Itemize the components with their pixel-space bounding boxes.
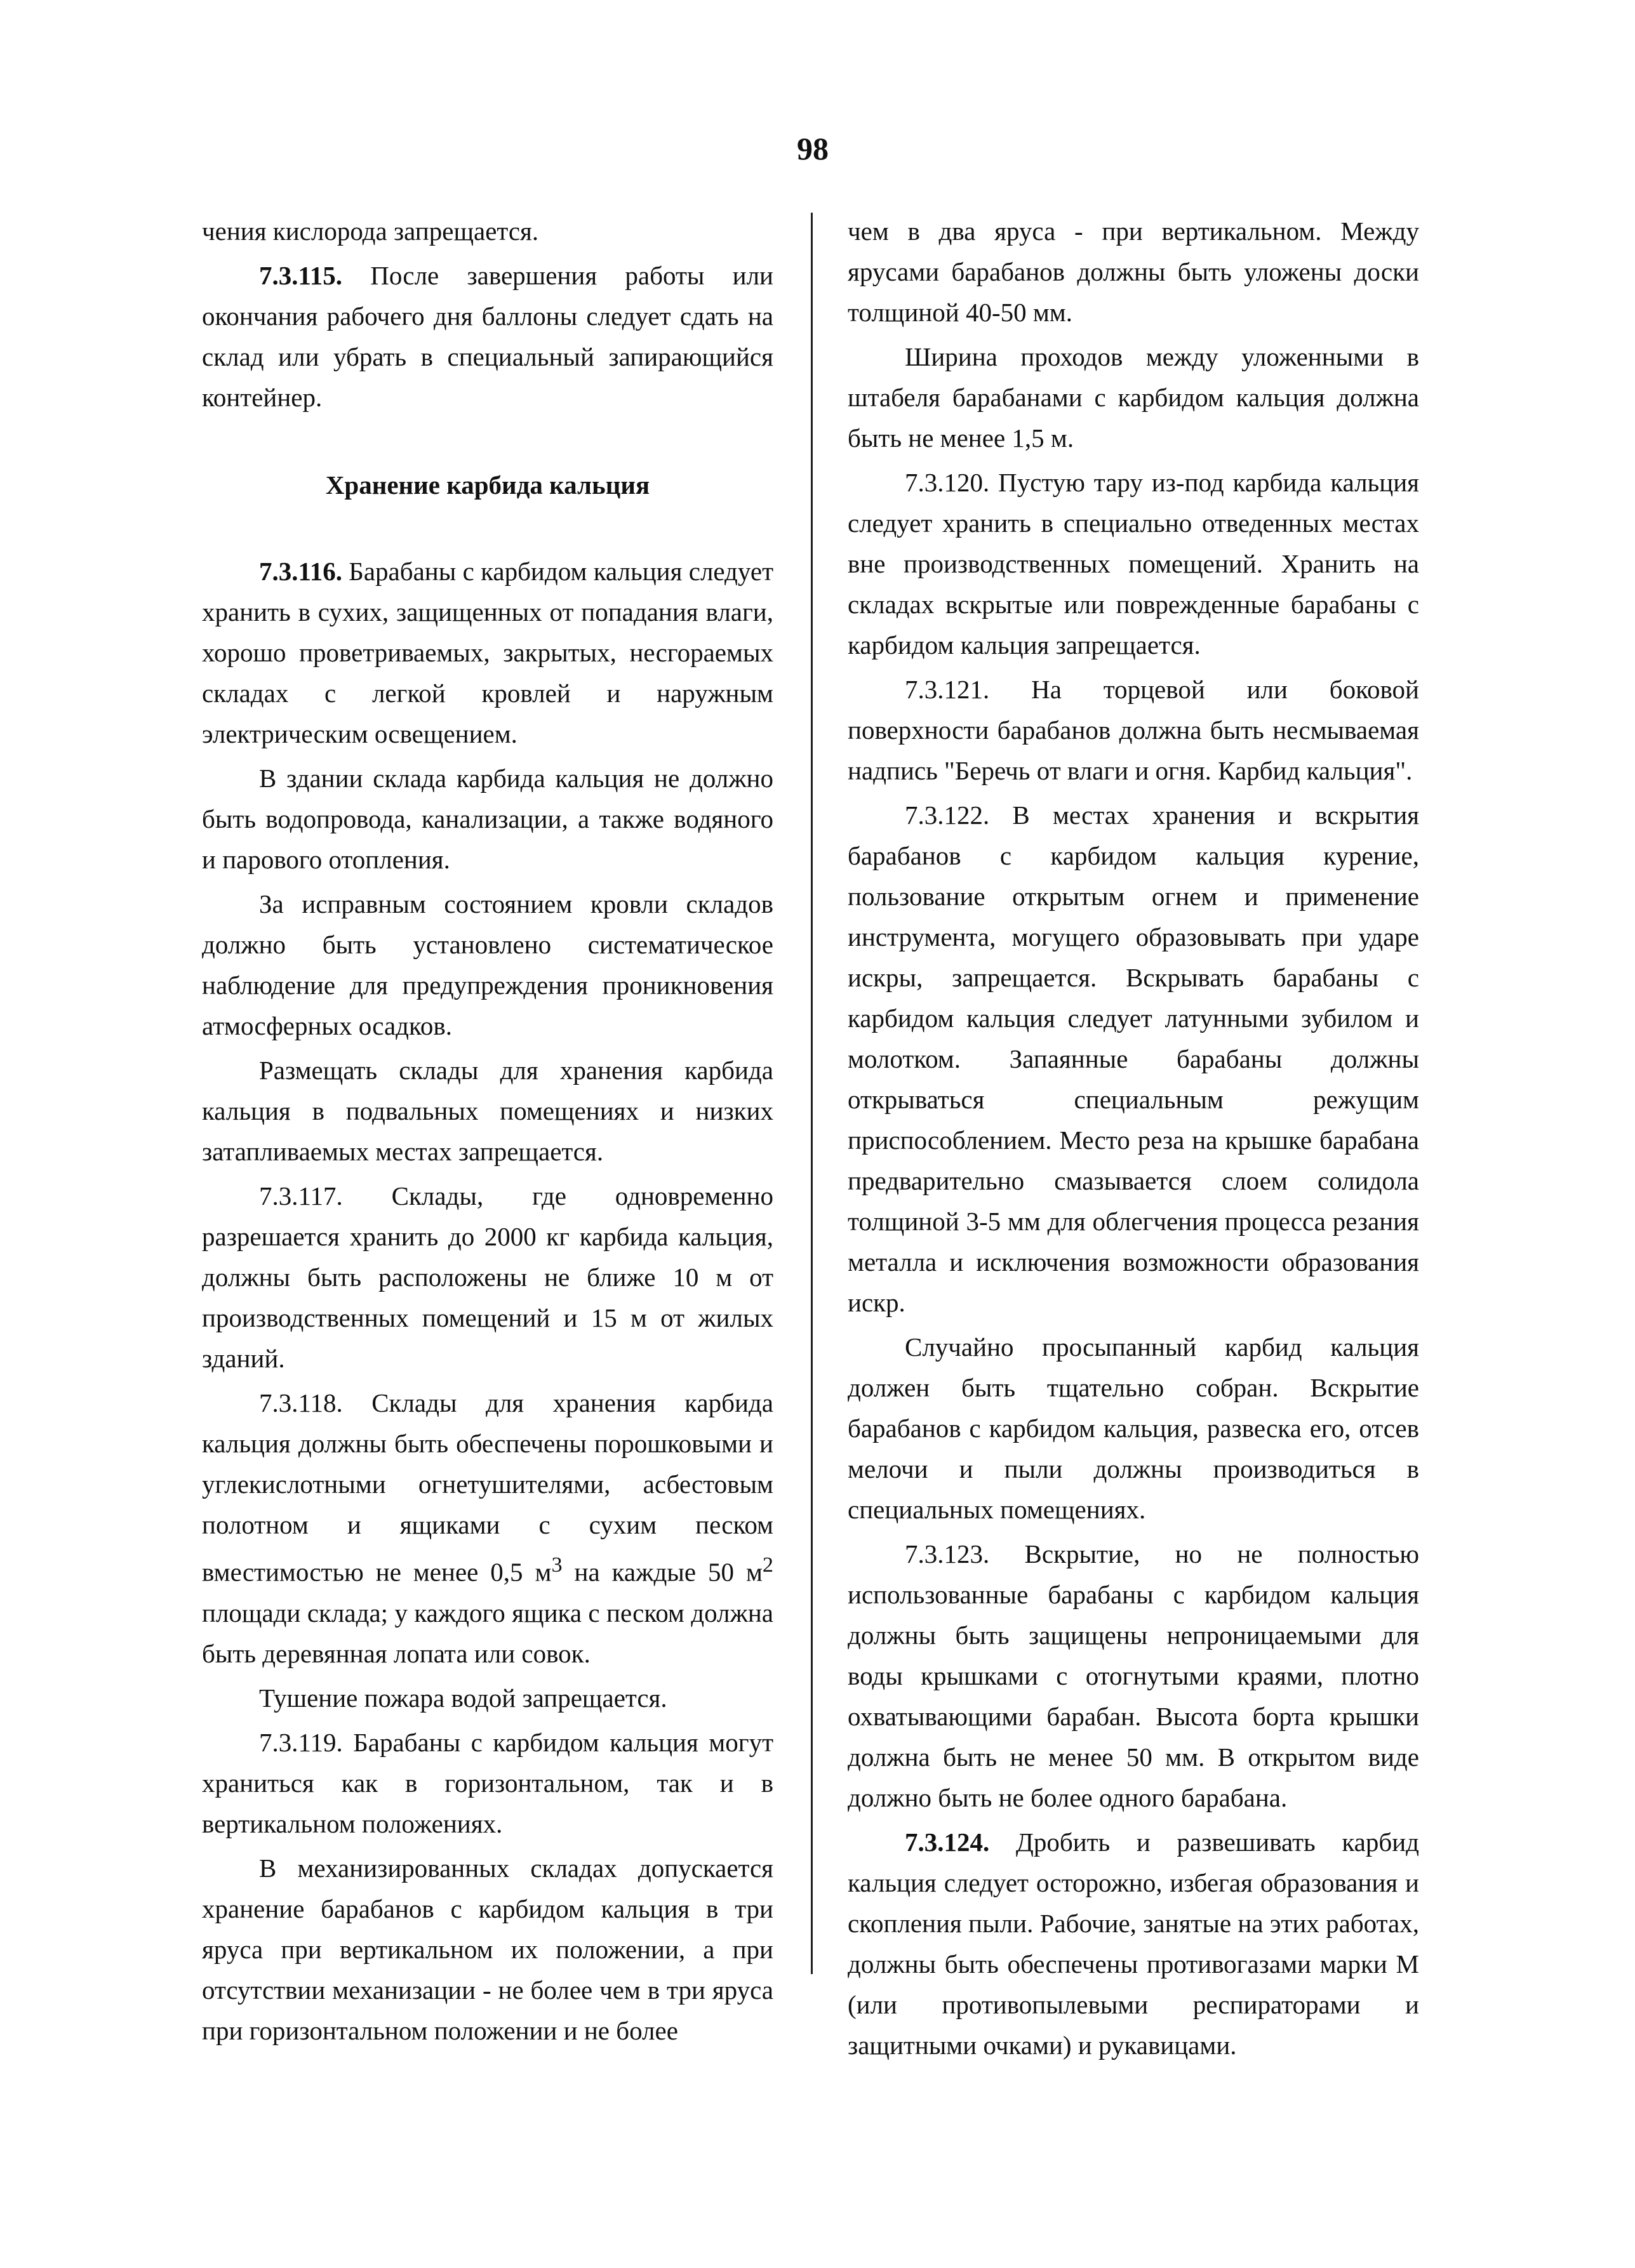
paragraph: В здании склада карбида кальция не должно быть водопровода, канализации, а также водяного и парового отопления. [202, 764, 773, 874]
clause-text: площади склада; у каждого ящика с песком должна быть деревянная лопата или совок. [202, 1598, 773, 1668]
superscript: 3 [551, 1553, 563, 1577]
clause-text: Пустую тару из-под карбида кальция следует хранить в специально отведенных местах вне производственных помещений. Хранить на складах вскрытые или поврежденные барабаны с карбидом кальция запрещается. [848, 468, 1419, 660]
clause-7-3-115 [202, 255, 773, 418]
clause-number: 7.3.118. [259, 1388, 343, 1417]
clause-text: Склады для хранения карбида кальция должны быть обеспечены порошковыми и углекислотными огнетушителями, асбестовым полотном и ящиками с сухим песком вместимостью не менее 0,5 м [202, 1388, 773, 1587]
paragraph: Размещать склады для хранения карбида кальция в подвальных помещениях и низких затапливаемых местах запрещается. [202, 1056, 773, 1166]
clause-text: на каждые 50 м [562, 1557, 763, 1587]
paragraph-continuation: чения кислорода запрещается. [202, 216, 539, 246]
clause-7-3-116 [202, 551, 773, 754]
clause-number: 7.3.122. [905, 800, 990, 830]
paragraph: Тушение пожара водой запрещается. [259, 1683, 667, 1713]
paragraph: Случайно просыпанный карбид кальция должен быть тщательно собран. Вскрытие барабанов с карбидом кальция, развеска его, отсев мелочи и пыли должны производиться в специальных помещениях. [848, 1332, 1419, 1524]
clause-text: После завершения работы или окончания рабочего дня баллоны следует сдать на склад или убрать в специальный запирающийся контейнер. [202, 261, 773, 412]
clause-text: Вскрытие, но не полностью использованные барабаны с карбидом кальция должны быть защищены непроницаемыми для воды крышками с отогнутыми краями, плотно охватывающими барабан. Высота борта крышки должна быть не менее 50 мм. В открытом виде должно быть не более одного барабана. [848, 1539, 1419, 1812]
column-divider [811, 213, 813, 1974]
section-heading: Хранение карбида кальция [325, 470, 650, 500]
clause-text: Дробить и развешивать карбид кальция следует осторожно, избегая образования и скопления пыли. Рабочие, занятые на этих работах, должны быть обеспечены противогазами марки М (или противопылевыми респираторами и защитными очками) и рукавицами. [848, 1827, 1419, 2060]
left-column [202, 211, 773, 2055]
clause-number: 7.3.123. [905, 1539, 990, 1568]
clause-text: Склады, где одновременно разрешается хранить до 2000 кг карбида кальция, должны быть расположены не ближе 10 м от производственных помещений и 15 м от жилых зданий. [202, 1181, 773, 1373]
page-number: 98 [797, 131, 829, 166]
clause-text: На торцевой или боковой поверхности барабанов должна быть несмываемая надпись "Беречь от влаги и огня. Карбид кальция". [848, 675, 1419, 785]
paragraph-continuation: чем в два яруса - при вертикальном. Между ярусами барабанов должны быть уложены доски толщиной 40-50 мм. [848, 216, 1419, 327]
paragraph: За исправным состоянием кровли складов должно быть установлено систематическое наблюдение для предупреждения проникновения атмосферных осадков. [202, 889, 773, 1040]
clause-number: 7.3.124. [905, 1827, 990, 1857]
right-column [848, 211, 1419, 2069]
superscript: 2 [762, 1553, 773, 1577]
clause-number: 7.3.117. [259, 1181, 343, 1210]
clause-7-3-122 [848, 795, 1419, 1323]
clause-number: 7.3.121. [905, 675, 990, 704]
clause-7-3-120 [848, 462, 1419, 665]
clause-text: Барабаны с карбидом кальция могут храниться как в горизонтальном, так и в вертикальном положениях. [202, 1727, 773, 1838]
paragraph: В механизированных складах допускается хранение барабанов с карбидом кальция в три яруса при вертикальном их положении, а при отсутствии механизации - не более чем в три яруса при горизонтальном положении и не более [202, 1853, 773, 2045]
clause-number: 7.3.115. [259, 261, 342, 290]
paragraph: Ширина проходов между уложенными в штабеля барабанами с карбидом кальция должна быть не менее 1,5 м. [848, 342, 1419, 453]
clause-7-3-119 [202, 1722, 773, 1844]
clause-7-3-124 [848, 1822, 1419, 2066]
clause-number: 7.3.116. [259, 557, 342, 586]
clause-7-3-117 [202, 1176, 773, 1379]
clause-7-3-121 [848, 669, 1419, 791]
clause-text: Барабаны с карбидом кальция следует хранить в сухих, защищенных от попадания влаги, хорошо проветриваемых, закрытых, несгораемых складах с легкой кровлей и наружным электрическим освещением. [202, 557, 773, 748]
clause-text: В местах хранения и вскрытия барабанов с карбидом кальция курение, пользование открытым огнем и применение инструмента, могущего образовывать при ударе искры, запрещается. Вскрывать барабаны с карбидом кальция следует латунными зубилом и молотком. Запаянные барабаны должны открываться специальным режущим приспособлением. Место реза на крышке барабана предварительно смазывается слоем солидола толщиной 3-5 мм для облегчения процесса резания металла и исключения возможности образования искр. [848, 800, 1419, 1317]
clause-number: 7.3.120. [905, 468, 990, 497]
clause-7-3-123 [848, 1534, 1419, 1818]
clause-number: 7.3.119. [259, 1727, 343, 1757]
clause-7-3-118 [202, 1383, 773, 1674]
